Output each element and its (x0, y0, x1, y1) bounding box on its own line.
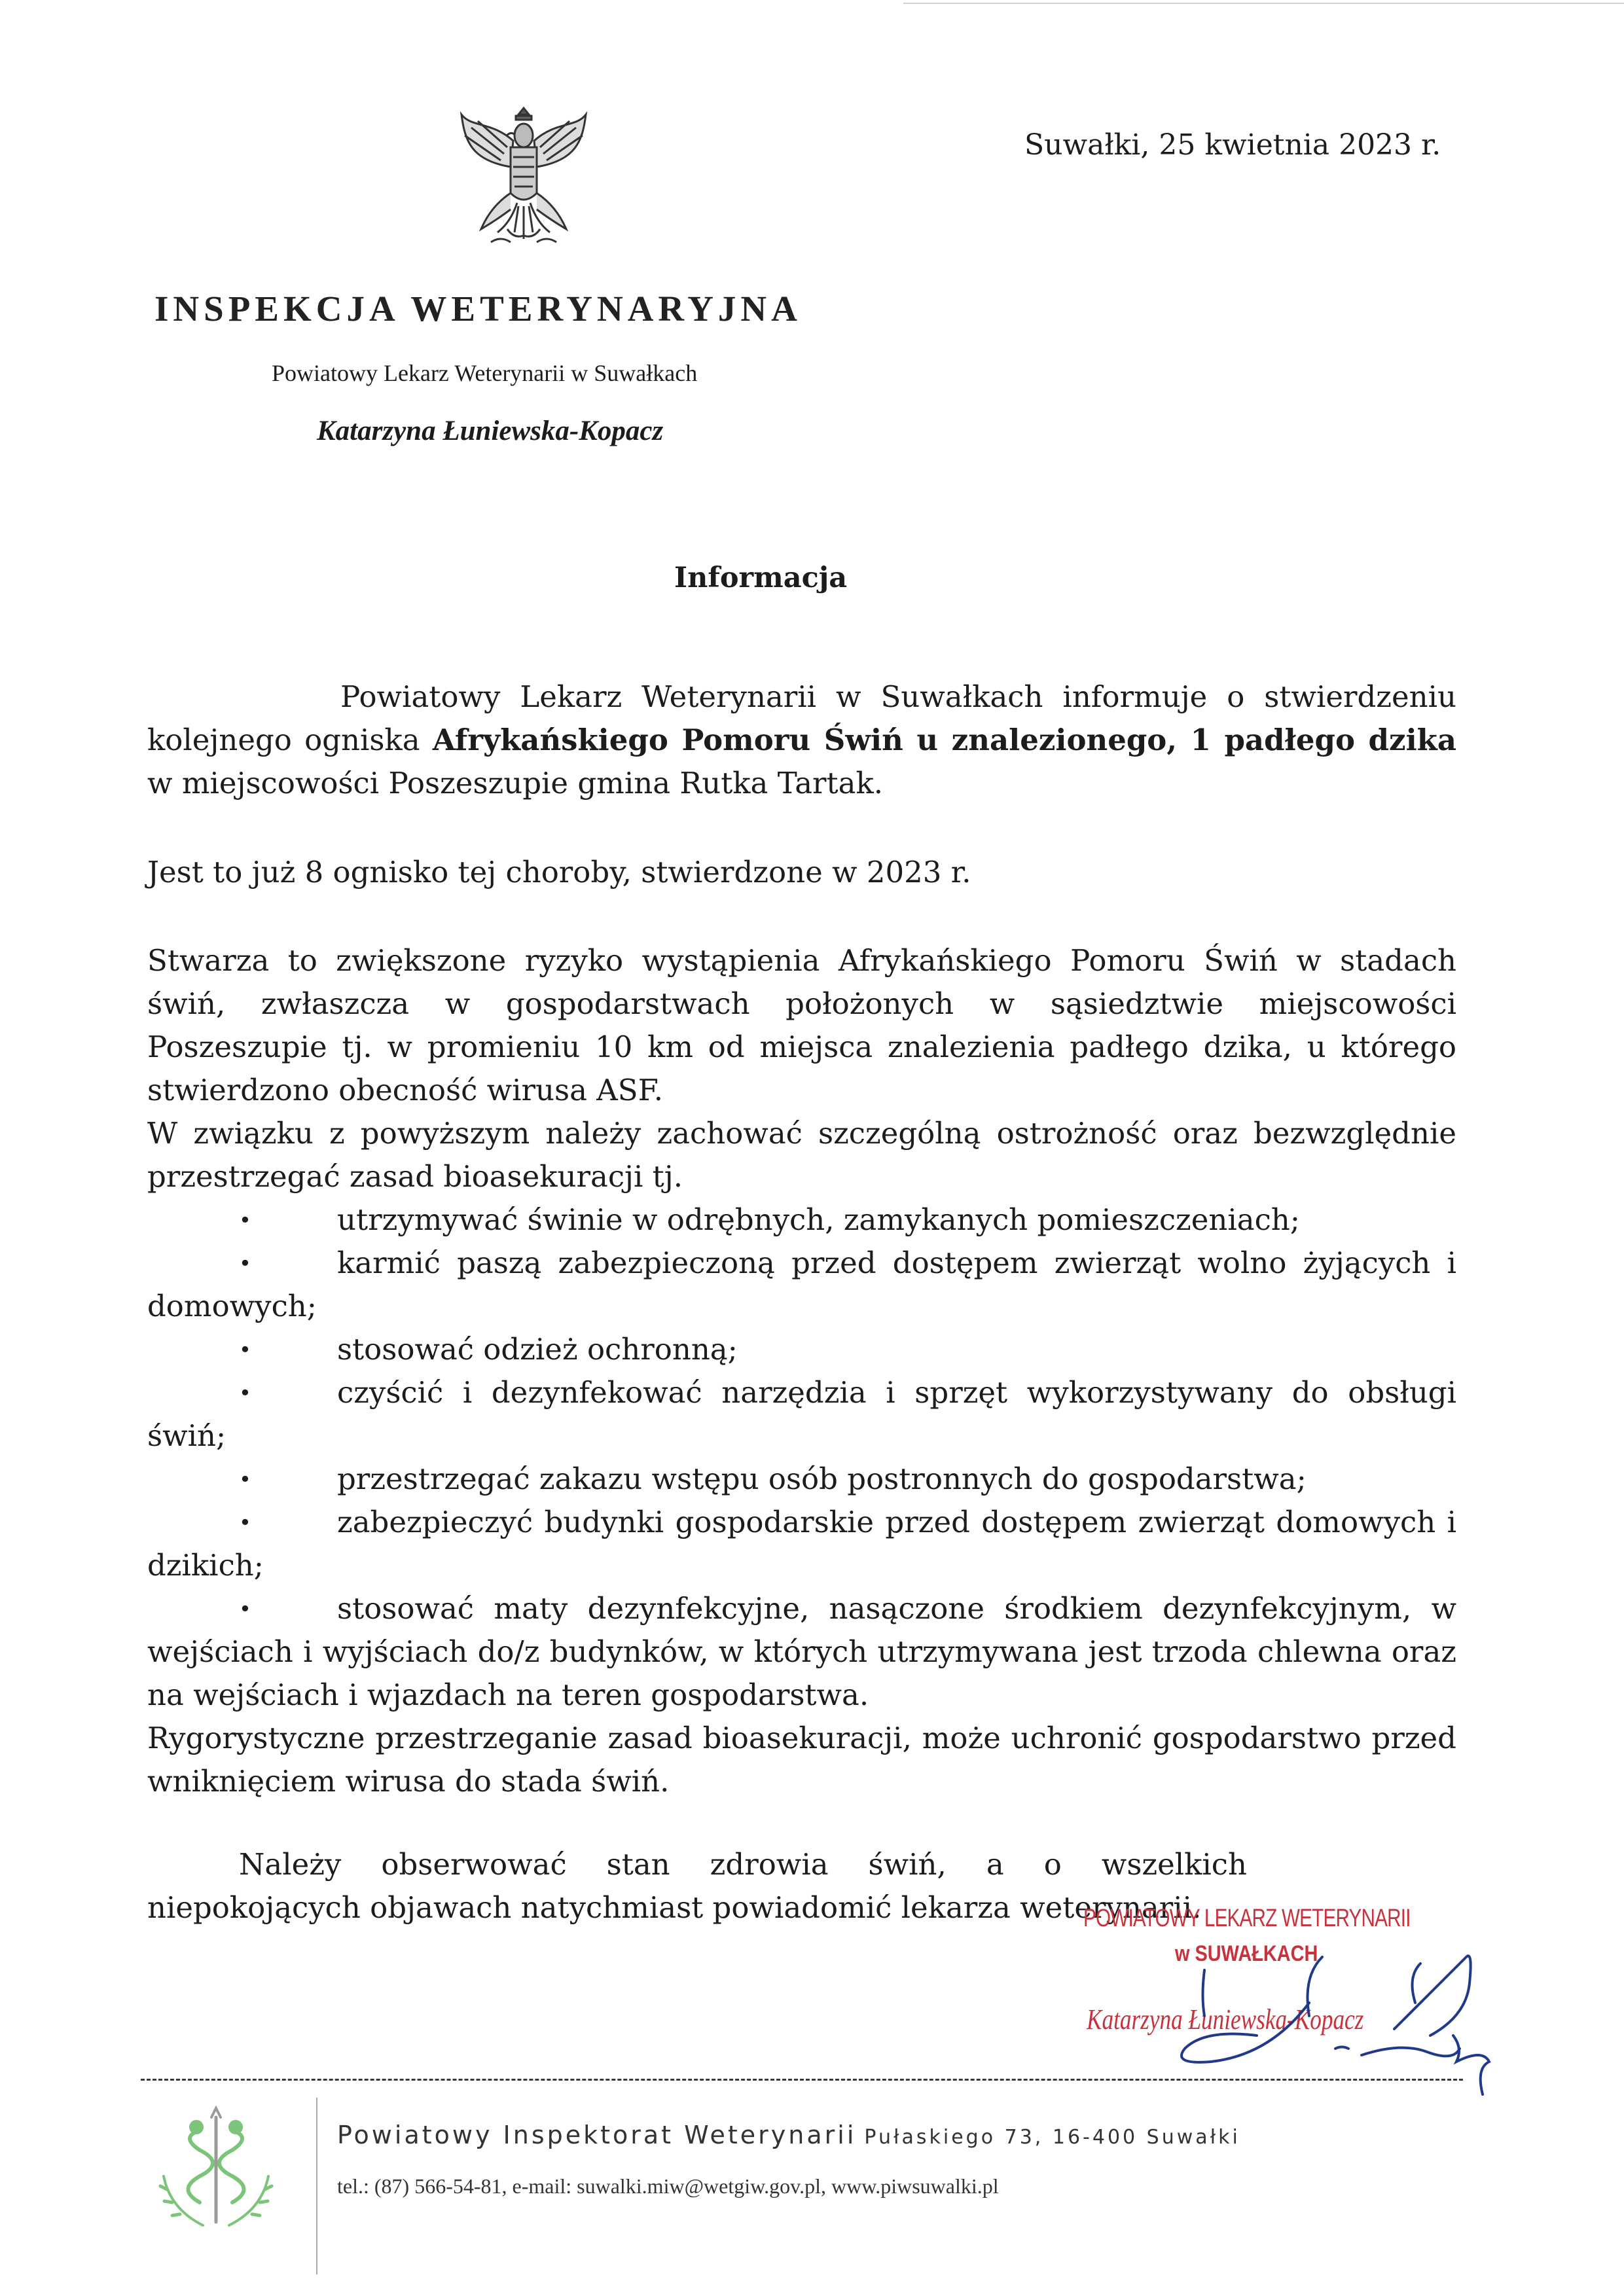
summary-paragraph: Rygorystyczne przestrzeganie zasad bioasekuracji, może uchronić gospodarstwo przed wniknięciem wirusa do stada świń. (147, 1721, 1456, 1799)
document-title: Informacja (674, 562, 848, 594)
polish-eagle-emblem-icon (445, 95, 602, 259)
list-item: • karmić paszą zabezpieczoną przed dostępem zwierząt wolno żyjących i domowych; (147, 1242, 1456, 1328)
bullet-icon: • (239, 1596, 251, 1621)
bullet-icon: • (239, 1208, 251, 1232)
intro-text-part2: w miejscowości Poszeszupie gmina Rutka Tartak. (147, 766, 884, 800)
official-name: Katarzyna Łuniewska-Kopacz (317, 416, 664, 446)
list-item: • stosować odzież ochronną; (147, 1328, 1456, 1371)
organization-heading: INSPEKCJA WETERYNARYJNA (154, 289, 802, 329)
outbreak-note-text: Jest to już 8 ognisko tej choroby, stwierdzone w 2023 r. (147, 855, 971, 889)
stamp-location: w SUWAŁKACH (1175, 1941, 1318, 1966)
list-item: • utrzymywać świnie w odrębnych, zamykanych pomieszczeniach; (147, 1198, 1456, 1242)
office-subtitle: Powiatowy Lekarz Weterynarii w Suwałkach (272, 360, 698, 386)
intro-text-part1: Powiatowy Lekarz Weterynarii w Suwałkach informuje o stwierdzeniu kolejnego ogniska (147, 679, 1456, 757)
biosecurity-list (147, 1198, 1456, 1717)
bullet-icon: • (239, 1510, 251, 1535)
intro-paragraph (147, 675, 1456, 805)
outbreak-note-paragraph (147, 851, 1456, 894)
footer-vertical-divider (316, 2098, 317, 2274)
bullet-icon: • (239, 1337, 251, 1362)
list-item: • zabezpieczyć budynki gospodarskie przed dostępem zwierząt domowych i dzikich; (147, 1501, 1456, 1587)
footer-contact: tel.: (87) 566-54-81, e-mail: suwalki.miw@wetgiw.gov.pl, www.piwsuwalki.pl (337, 2174, 999, 2198)
footer-office (337, 2121, 1240, 2149)
list-item: • przestrzegać zakazu wstępu osób postronnych do gospodarstwa; (147, 1458, 1456, 1501)
list-item: • czyścić i dezynfekować narzędzia i sprzęt wykorzystywany do obsługi świń; (147, 1371, 1456, 1458)
top-edge-rule (903, 3, 1624, 4)
intro-bold-text: Afrykańskiego Pomoru Świń u znalezionego, 1 padłego dzika (432, 723, 1457, 757)
bullet-icon: • (239, 1467, 251, 1492)
caution-paragraph: W związku z powyższym należy zachować szczególną ostrożność oraz bezwzględnie przestrzegać zasad bioasekuracji tj. (147, 1116, 1456, 1194)
stamp-title: POWIATOWY LEKARZ WETERYNARII (1083, 1905, 1411, 1932)
bullet-icon: • (239, 1380, 251, 1405)
footer-office-name: Powiatowy Inspektorat Weterynarii (337, 2121, 857, 2149)
veterinary-caduceus-logo-icon (147, 2098, 285, 2235)
bullet-icon: • (239, 1251, 251, 1276)
risk-paragraph: Stwarza to zwiększone ryzyko wystąpienia Afrykańskiego Pomoru Świń w stadach świń, zwłaszcza w gospodarstwach położonych w sąsiedztwie miejscowości Poszeszupie tj. w promieniu 10 km od miejsca znalezienia padłego dzika, u którego stwierdzono obecność wirusa ASF. (147, 943, 1456, 1107)
footer-divider-dashed (141, 2079, 1463, 2081)
document-date: Suwałki, 25 kwietnia 2023 r. (1024, 128, 1441, 162)
footer-address: Pułaskiego 73, 16-400 Suwałki (864, 2126, 1240, 2149)
risk-section (147, 939, 1456, 1803)
list-item: • stosować maty dezynfekcyjne, nasączone środkiem dezynfekcyjnym, w wejściach i wyjściach do/z budynków, w których utrzymywana jest trzoda chlewna oraz na wejściach i wjazdach na teren gospodarstwa. (147, 1587, 1456, 1717)
stamp-name: Katarzyna Łuniewska-Kopacz (1087, 2003, 1364, 2036)
closing-paragraph: Należy obserwować stan zdrowia świń, a o wszelkich niepokojących objawach natychmiast powiadomić lekarza weterynarii. (147, 1847, 1247, 1925)
